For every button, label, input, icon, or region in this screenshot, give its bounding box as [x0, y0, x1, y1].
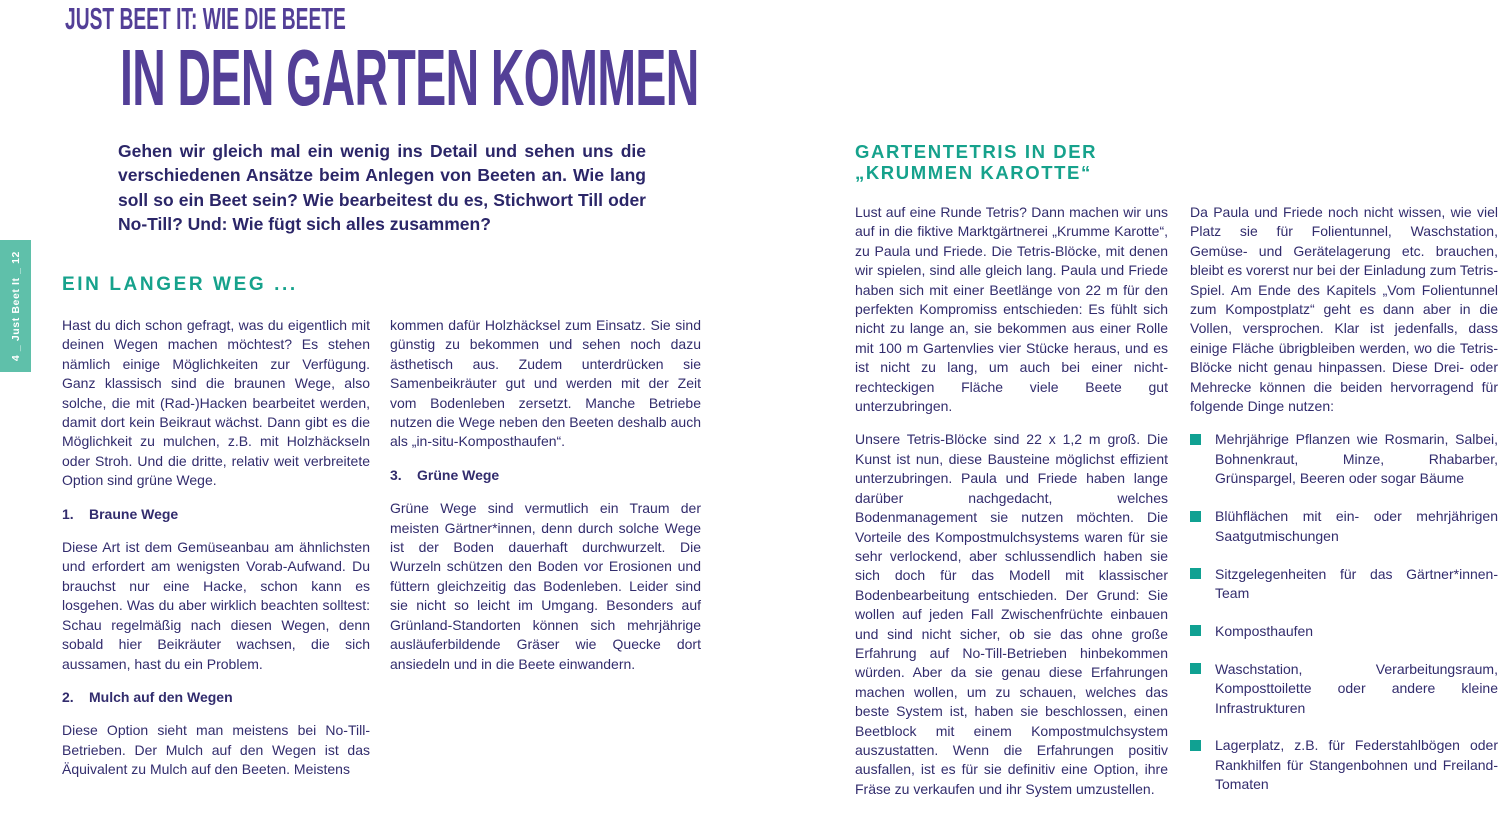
heading-line: GARTENTETRIS IN DER [855, 141, 1098, 162]
paragraph: Hast du dich schon gefragt, was du eigentlich mit deinen Wegen machen möchtest? Es stehen nämlich einige Möglichkeiten zur Verfügung. Ganz klassisch sind die braunen Wege, also solche, die mit (Rad-)Hacken bearbeitet werden, damit dort kein Beikraut wächst. Dann gibt es die Möglichkeit zu mulchen, z.B. mit Holzhäckseln oder Stroh. Und die dritte, relativ weit verbreitete Option sind grüne Wege. [62, 317, 370, 489]
heading-line: „KRUMMEN KAROTTE“ [855, 162, 1092, 183]
square-bullet-icon [1190, 568, 1201, 579]
left-page-column-2 [390, 316, 701, 674]
subheading-mulch-auf-den-wegen [62, 688, 370, 707]
paragraph: Grüne Wege sind vermutlich ein Traum der meisten Gärtner*innen, denn durch solche Wege ist der Boden dauerhaft durchwurzelt. Die Wurzeln schützen den Boden vor Erosionen und füttern gleichzeitig das Bodenleben. Leider sind sie nicht so leicht im Umgang. Besonders auf Grünland-Standorten können sich mehrjährige ausläuferbildende Gräser wie Quecke dort ansiedeln und in die Beete einwandern. [390, 500, 701, 672]
list-item-text: Blühflächen mit ein- oder mehrjährigen Saatgutmischungen [1215, 508, 1498, 544]
right-page-column-1 [855, 203, 1168, 799]
right-page-column-2 [1190, 203, 1498, 813]
subheading-braune-wege [62, 505, 370, 524]
list-item [1190, 565, 1498, 604]
paragraph: Da Paula und Friede noch nicht wissen, wie viel Platz sie für Folientunnel, Waschstation, Gemüse- und Gerätelagerung etc. brauchen, bleibt es vorerst nur bei der Einladung zum Tetris-Spiel. Am Ende des Kapitels „Vom Folientunnel zum Kompostplatz“ geht es dann aber in die Vollen, versprochen. Klar ist jedenfalls, dass einige Fläche übrigbleiben werden, wo die Tetris-Blöcke nicht genau hinpassen. Diese Drei- oder Mehrecke können die beiden hervorragend für folgende Dinge nutzen: [1190, 204, 1498, 415]
square-bullet-icon [1190, 740, 1201, 751]
paragraph: kommen dafür Holzhäcksel zum Einsatz. Sie sind günstig zu bekommen und sehen noch dazu ästhetisch aus. Zudem unterdrücken sie Samenbeikräuter gut und werden mit der Zeit vom Bodenleben zersetzt. Manche Betriebe nutzen die Wege neben den Beeten deshalb auch als „in-situ-Komposthaufen“. [390, 317, 701, 450]
page-title-line1: JUST BEET IT: WIE DIE BEETE [65, 1, 346, 36]
intro-paragraph: Gehen wir gleich mal ein wenig ins Detail und sehen uns die verschiedenen Ansätze beim Anlegen von Beeten an. Wie lang soll so ein Beet sein? Wie bearbeitest du es, Stichwort Till oder No-Till? Und: Wie fügt sich alles zusammen? [118, 141, 646, 234]
subheading-number: 3. [390, 466, 402, 483]
square-bullet-icon [1190, 663, 1201, 674]
paragraph: Diese Option sieht man meistens bei No-Till-Betrieben. Der Mulch auf den Wegen ist das Äquivalent zu Mulch auf den Beeten. Meistens [62, 722, 370, 778]
list-item [1190, 430, 1498, 488]
subheading-gruene-wege [390, 466, 701, 485]
list-item-text: Sitzgelegenheiten für das Gärtner*innen-Team [1215, 565, 1498, 601]
list-item-text: Waschstation, Verarbeitungsraum, Komposttoilette oder andere kleine Infrastrukturen [1215, 660, 1498, 716]
list-item-text: Mehrjährige Pflanzen wie Rosmarin, Salbei, Bohnenkraut, Minze, Rhabarber, Grünspargel, Beeren oder sogar Bäume [1215, 431, 1498, 487]
square-bullet-icon [1190, 434, 1201, 445]
paragraph: Diese Art ist dem Gemüseanbau am ähnlichsten und erfordert am wenigsten Vorab-Aufwand. Du brauchst nur eine Hacke, schon kann es losgehen. Was du aber wirklich beachten solltest: Schau regelmäßig nach diesen Wegen, denn sobald hier Beikräuter wachsen, die sich aussamen, hast du ein Problem. [62, 539, 370, 672]
bullet-list [1190, 430, 1498, 794]
left-page-column-1 [62, 316, 370, 780]
section-heading-ein-langer-weg: EIN LANGER WEG ... [62, 274, 298, 295]
subheading-number: 2. [62, 688, 74, 705]
list-item-text: Komposthaufen [1215, 622, 1314, 639]
page-title-line2: IN DEN GARTEN KOMMEN [120, 33, 699, 122]
list-item-text: Lagerplatz, z.B. für Federstahlbögen oder Rankhilfen für Stangenbohnen und Freiland-Tomaten [1215, 737, 1498, 793]
list-item [1190, 507, 1498, 546]
chapter-tab [0, 240, 31, 372]
square-bullet-icon [1190, 511, 1201, 522]
list-item [1190, 660, 1498, 718]
subheading-number: 1. [62, 505, 74, 522]
subheading-label: Braune Wege [89, 505, 179, 522]
subheading-label: Grüne Wege [417, 466, 500, 483]
subheading-label: Mulch auf den Wegen [89, 688, 233, 705]
square-bullet-icon [1190, 625, 1201, 636]
section-heading-gartentetris [855, 141, 1097, 183]
chapter-tab-label: 4 _ Just Beet It _ 12 [9, 250, 22, 362]
paragraph: Lust auf eine Runde Tetris? Dann machen wir uns auf in die fiktive Marktgärtnerei „Krumme Karotte“, zu Paula und Friede. Die Tetris-Blöcke, mit denen wir spielen, sind alle gleich lang. Paula und Friede haben sich mit einer Beetlänge von 22 m für den perfekten Kompromiss entschieden: Es fühlt sich nicht zu lange an, sie bekommen aus einer Rolle mit 100 m Gartenvlies vier Stücke heraus, und es ist nicht zu lang, um auch bei einer nicht-rechteckigen Fläche viele Beete gut unterzubringen. [855, 204, 1168, 415]
list-item [1190, 622, 1498, 641]
list-item [1190, 736, 1498, 794]
paragraph: Unsere Tetris-Blöcke sind 22 x 1,2 m groß. Die Kunst ist nun, diese Bausteine möglichst effizient unterzubringen. Paula und Friede haben lange darüber nachgedacht, welches Bodenmanagement sie nutzen möchten. Die Vorteile des Kompostmulchsystems waren für sie sehr verlockend, aber schlussendlich haben sie sich doch für das Modell mit klassischer Bodenbearbeitung entschieden. Der Grund: Sie wollen auf jeden Fall Zwischenfrüchte einbauen und sind nicht sicher, ob sie das ohne große Erfahrung auf No-Till-Betrieben hinbekommen würden. Aber da sie genau diese Erfahrungen machen wollen, um zu schauen, welches das beste System ist, haben sie beschlossen, einen Beetblock mit einem Kompostmulchsystem auszustatten. Wenn die Erfahrungen positiv ausfallen, ist es für sie definitiv eine Option, ihre Fräse zu verkaufen und ihr System umzustellen. [855, 431, 1168, 797]
